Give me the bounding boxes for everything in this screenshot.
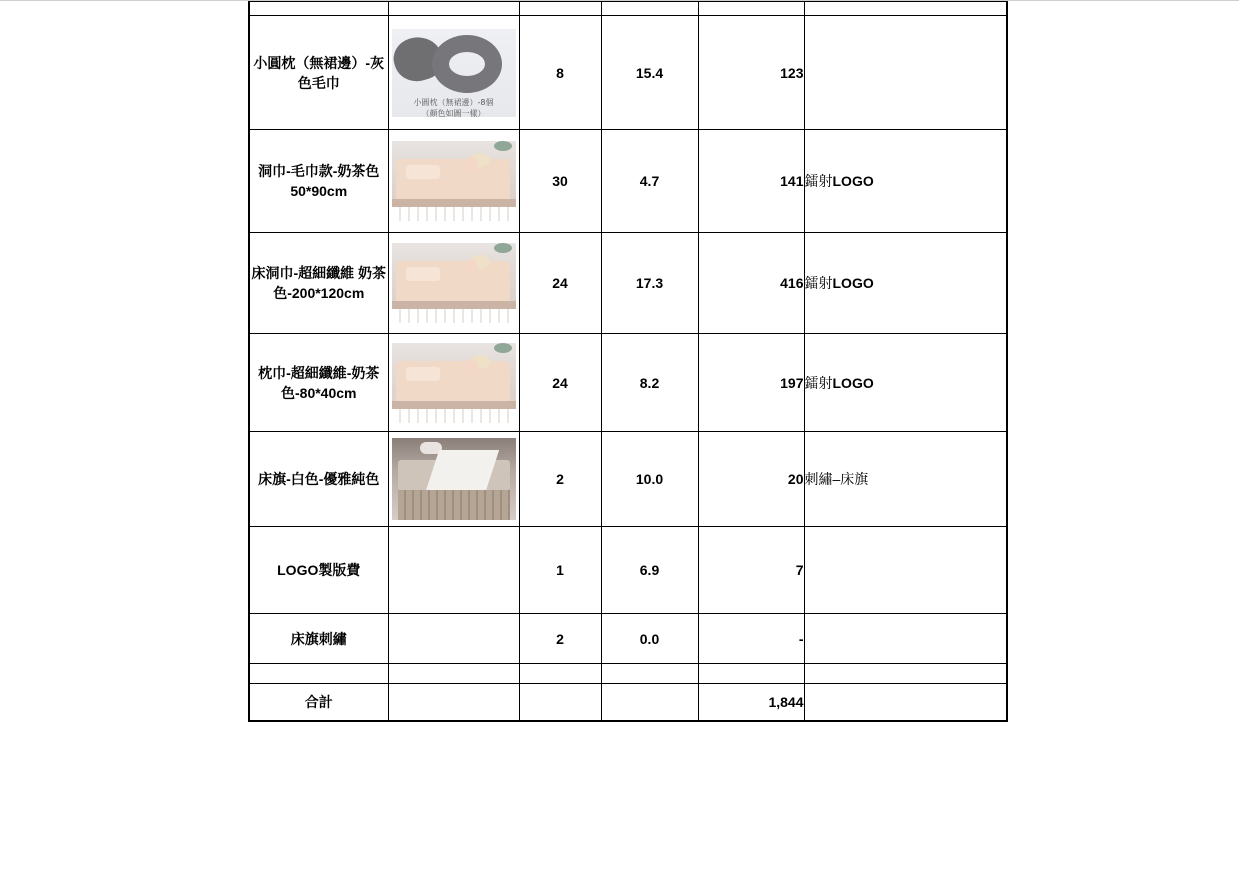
cell [804,684,1007,721]
table-row [249,527,1007,614]
cell [249,2,388,16]
item-amount: 141 [698,130,804,233]
cell [698,664,804,684]
item-qty: 1 [519,527,601,614]
item-qty: 8 [519,16,601,130]
cell [804,664,1007,684]
cell [601,2,698,16]
item-price: 8.2 [601,334,698,432]
item-amount: 7 [698,527,804,614]
quotation-table [248,1,1008,722]
table-row [249,233,1007,334]
milk-tea-bed-photo [392,141,516,221]
item-amount: 197 [698,334,804,432]
cell [601,684,698,721]
cell [388,684,519,721]
item-price: 0.0 [601,614,698,664]
total-row [249,684,1007,721]
photo-caption: 小圓枕（無裙邊）-8個 （顏色如圖一樣） [413,97,494,117]
table-row-partial [249,2,1007,16]
cell [519,2,601,16]
white-bed-flag-photo [392,438,516,520]
item-amount: 123 [698,16,804,130]
item-name: 小圓枕（無裙邊）-灰色毛巾 [249,16,388,130]
cell [519,664,601,684]
item-image-cell [388,527,519,614]
item-price: 4.7 [601,130,698,233]
item-name: 枕巾-超細纖維-奶茶色-80*40cm [249,334,388,432]
note-latin: LOGO [832,275,874,291]
item-note [804,614,1007,664]
item-image-cell [388,432,519,527]
item-qty: 2 [519,432,601,527]
item-amount: 20 [698,432,804,527]
note-cjk: 鐳射 [804,173,833,189]
cell [249,664,388,684]
table-row [249,614,1007,664]
item-name: 床旗-白色-優雅純色 [249,432,388,527]
gray-pillow-photo [392,29,516,117]
item-note [804,130,1007,233]
item-price: 15.4 [601,16,698,130]
milk-tea-bed-photo [392,343,516,423]
item-name: 床洞巾-超細纖維 奶茶色-200*120cm [249,233,388,334]
cell [519,684,601,721]
item-qty: 2 [519,614,601,664]
item-name: 洞巾-毛巾款-奶茶色 50*90cm [249,130,388,233]
item-image-cell [388,334,519,432]
cell [388,2,519,16]
item-name: LOGO製版費 [249,527,388,614]
note-cjk: 鐳射 [804,374,833,391]
item-qty: 24 [519,334,601,432]
cell [804,2,1007,16]
item-note [804,432,1007,527]
milk-tea-bed-photo [392,243,516,323]
item-price: 10.0 [601,432,698,527]
item-amount: - [698,614,804,664]
note-cjk: 鐳射 [804,275,833,291]
item-amount: 416 [698,233,804,334]
note-cjk: 刺繡–床旗 [804,471,869,487]
table-row-empty [249,664,1007,684]
table-row [249,334,1007,432]
item-price: 6.9 [601,527,698,614]
item-note [804,334,1007,432]
item-note [804,527,1007,614]
item-image-cell [388,16,519,130]
item-image-cell [388,130,519,233]
item-note [804,233,1007,334]
item-price: 17.3 [601,233,698,334]
table-row [249,16,1007,130]
item-qty: 30 [519,130,601,233]
cell [698,2,804,16]
item-note [804,16,1007,130]
cell [601,664,698,684]
total-amount: 1,844 [698,684,804,721]
total-label: 合計 [249,684,388,721]
table-row [249,130,1007,233]
note-latin: LOGO [832,374,874,391]
note-latin: LOGO [832,173,874,189]
cell [388,664,519,684]
item-name: 床旗刺繡 [249,614,388,664]
item-image-cell [388,233,519,334]
item-image-cell [388,614,519,664]
item-qty: 24 [519,233,601,334]
table-row [249,432,1007,527]
